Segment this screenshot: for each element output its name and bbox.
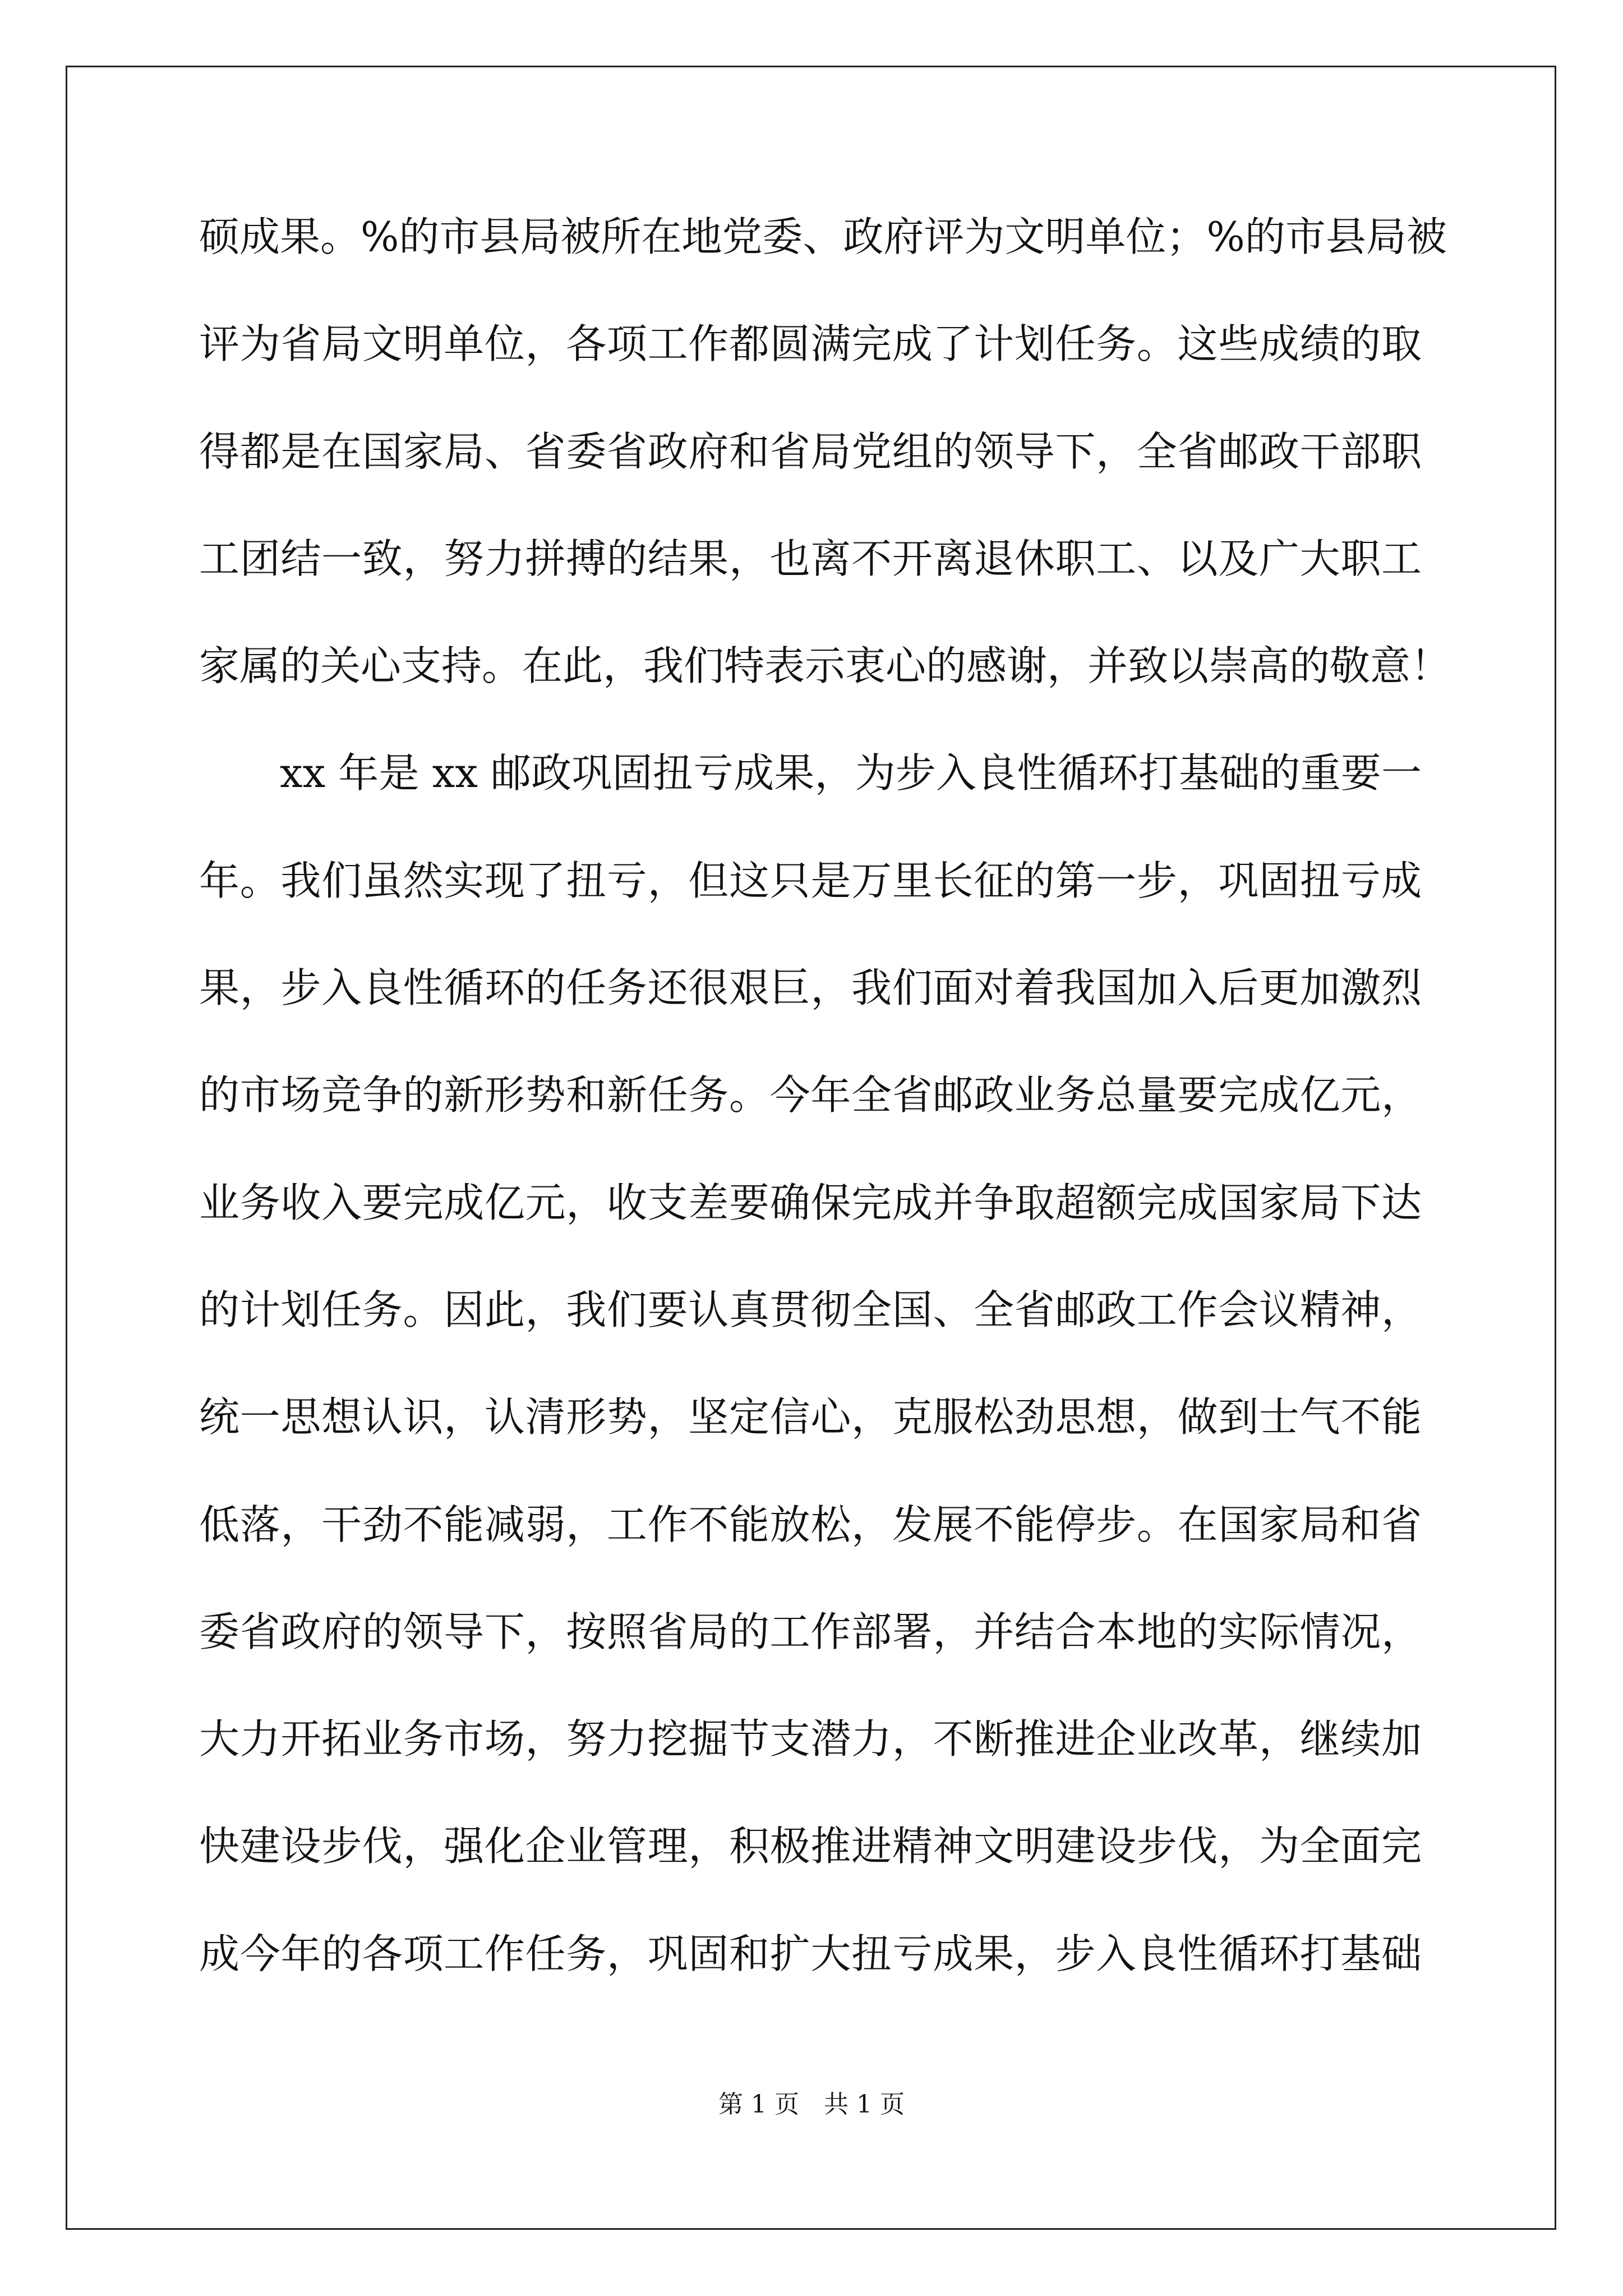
text-line: 快建设步伐，强化企业管理，积极推进精神文明建设步伐，为全面完 (199, 1823, 1422, 1870)
text-line: 家属的关心支持。在此，我们特表示衷心的感谢，并致以崇高的敬意！ (199, 642, 1451, 690)
text-line: 委省政府的领导下，按照省局的工作部署，并结合本地的实际情况， (199, 1608, 1422, 1655)
page-number: 第 1 页 共 1 页 (718, 2090, 905, 2119)
text-line: 年。我们虽然实现了扭亏，但这只是万里长征的第一步，巩固扭亏成 (199, 857, 1422, 904)
text-line: 得都是在国家局、省委省政府和省局党组的领导下，全省邮政干部职 (199, 427, 1422, 475)
text-line: 的市场竞争的新形势和新任务。今年全省邮政业务总量要完成亿元， (199, 1071, 1422, 1119)
text-line: 成今年的各项工作任务，巩固和扩大扭亏成果，步入良性循环打基础 (199, 1930, 1422, 1977)
text-line: 工团结一致，努力拼搏的结果，也离不开离退休职工、以及广大职工 (199, 535, 1422, 582)
text-line: 评为省局文明单位，各项工作都圆满完成了计划任务。这些成绩的取 (199, 320, 1422, 368)
page-footer (0, 2091, 1623, 2118)
paragraph-first-line: xx 年是 xx 邮政巩固扭亏成果，为步入良性循环打基础的重要一 (280, 749, 1422, 797)
document-body (199, 213, 1451, 2041)
text-line: 的计划任务。因此，我们要认真贯彻全国、全省邮政工作会议精神， (199, 1286, 1422, 1333)
text-line: 业务收入要完成亿元，收支差要确保完成并争取超额完成国家局下达 (199, 1179, 1422, 1226)
text-line: 统一思想认识，认清形势，坚定信心，克服松劲思想，做到士气不能 (199, 1393, 1422, 1441)
text-line: 果，步入良性循环的任务还很艰巨，我们面对着我国加入后更加激烈 (199, 964, 1422, 1012)
text-line: 低落，干劲不能减弱，工作不能放松，发展不能停步。在国家局和省 (199, 1501, 1422, 1548)
text-line: 大力开拓业务市场，努力挖掘节支潜力，不断推进企业改革，继续加 (199, 1715, 1422, 1763)
text-line: 硕成果。%的市县局被所在地党委、政府评为文明单位；%的市县局被 (199, 213, 1447, 260)
